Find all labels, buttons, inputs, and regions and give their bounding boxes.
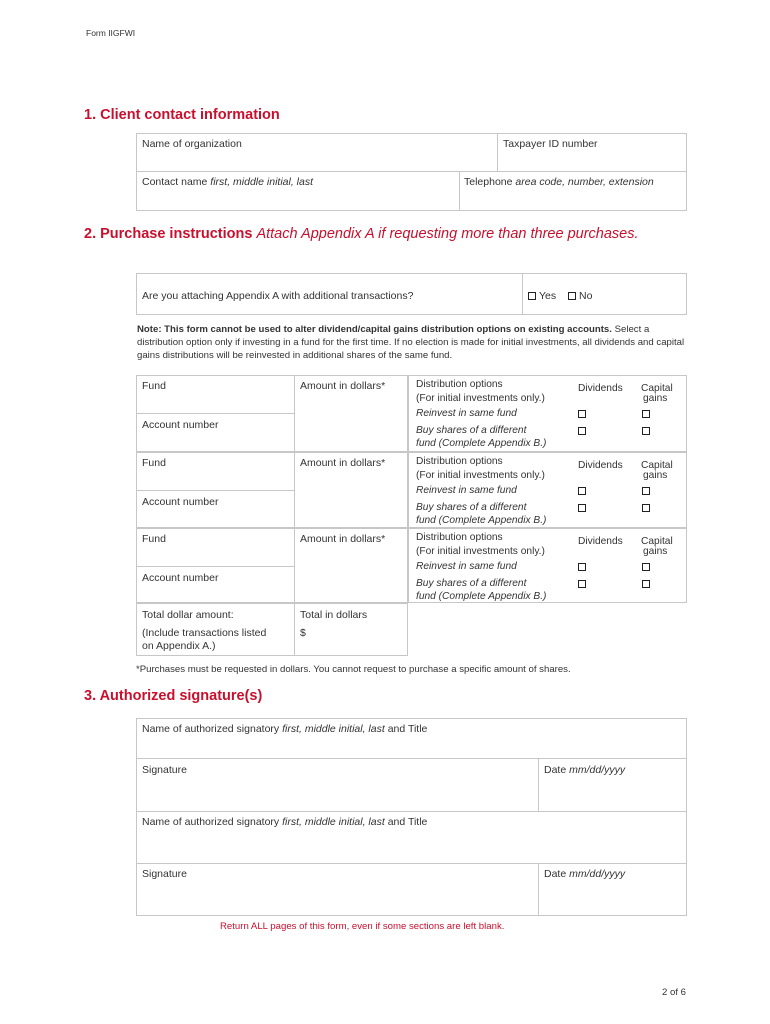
purchase-3-opt-buy-2: fund (Complete Appendix B.) xyxy=(416,591,547,602)
purchase-2-opt-buy-1: Buy shares of a different xyxy=(416,502,527,513)
purchase-1-account-field[interactable]: Account number xyxy=(142,419,219,431)
purchase-2-col-capital: Capital xyxy=(641,460,673,471)
purchase-3-col-capital: Capital xyxy=(641,536,673,547)
purchase-note: Note: This form cannot be used to alter dividend/capital gains distribution options on existing accounts. Select a distribution option only if investing in a fund for the first time. If no election is made for initial investments, all dividends and capital gains distributions will be reinvested in additional shares of the same fund. xyxy=(137,324,685,361)
purchase-3-account-field[interactable]: Account number xyxy=(142,572,219,584)
purchase-3-fund-field[interactable]: Fund xyxy=(142,533,166,545)
signatory-1-name-field[interactable]: Name of authorized signatory first, middle initial, last and Title xyxy=(142,723,428,735)
signatory-1-date-field[interactable]: Date mm/dd/yyyy xyxy=(544,764,626,776)
total-in-dollars-label: Total in dollars xyxy=(300,609,368,621)
total-label: Total dollar amount: xyxy=(142,609,234,621)
purchase-1-opt-reinvest: Reinvest in same fund xyxy=(416,408,517,419)
purchase-1-reinvest-capital-checkbox[interactable] xyxy=(642,410,650,418)
org-name-field[interactable]: Name of organization xyxy=(142,138,242,150)
appendix-yes-label: Yes xyxy=(539,290,557,302)
total-note-1: (Include transactions listed xyxy=(142,627,267,639)
purchase-1-amount-field[interactable]: Amount in dollars* xyxy=(300,380,386,392)
purchase-3-col-gains: gains xyxy=(643,546,668,557)
purchase-1-fund-field[interactable]: Fund xyxy=(142,380,166,392)
purchase-1-buy-capital-checkbox[interactable] xyxy=(642,427,650,435)
signatory-2-date-field[interactable]: Date mm/dd/yyyy xyxy=(544,868,626,880)
total-dollar-field[interactable]: $ xyxy=(300,627,306,639)
purchase-2-opt-reinvest: Reinvest in same fund xyxy=(416,485,517,496)
signatory-1-signature-field[interactable]: Signature xyxy=(142,764,187,776)
purchase-1-dist-title: Distribution options xyxy=(416,379,503,390)
purchase-footnote: *Purchases must be requested in dollars. You cannot request to purchase a specific amount of shares. xyxy=(136,664,571,675)
purchase-1-opt-buy-1: Buy shares of a different xyxy=(416,425,527,436)
purchase-1-reinvest-dividends-checkbox[interactable] xyxy=(578,410,586,418)
appendix-question: Are you attaching Appendix A with additional transactions? xyxy=(142,290,414,302)
purchase-1-dist-sub: (For initial investments only.) xyxy=(416,393,545,404)
section2-title: 2. Purchase instructions Attach Appendix A if requesting more than three purchases. xyxy=(84,226,639,242)
appendix-no-checkbox[interactable] xyxy=(568,292,576,300)
purchase-1-col-capital: Capital xyxy=(641,383,673,394)
section3-title: 3. Authorized signature(s) xyxy=(84,688,263,704)
return-notice: Return ALL pages of this form, even if some sections are left blank. xyxy=(220,921,505,932)
purchase-2-opt-buy-2: fund (Complete Appendix B.) xyxy=(416,515,547,526)
purchase-2-buy-dividends-checkbox[interactable] xyxy=(578,504,586,512)
purchase-1-col-gains: gains xyxy=(643,393,668,404)
purchase-2-dist-title: Distribution options xyxy=(416,456,503,467)
purchase-3-buy-capital-checkbox[interactable] xyxy=(642,580,650,588)
appendix-yes-checkbox[interactable] xyxy=(528,292,536,300)
purchase-2-amount-field[interactable]: Amount in dollars* xyxy=(300,457,386,469)
page-number: 2 of 6 xyxy=(662,987,687,998)
purchase-1-buy-dividends-checkbox[interactable] xyxy=(578,427,586,435)
taxpayer-id-field[interactable]: Taxpayer ID number xyxy=(503,138,598,150)
purchase-3-opt-buy-1: Buy shares of a different xyxy=(416,578,527,589)
purchase-3-reinvest-dividends-checkbox[interactable] xyxy=(578,563,586,571)
section1-title: 1. Client contact information xyxy=(84,107,280,123)
purchase-2-col-gains: gains xyxy=(643,470,668,481)
telephone-field[interactable]: Telephone area code, number, extension xyxy=(464,176,654,188)
purchase-3-reinvest-capital-checkbox[interactable] xyxy=(642,563,650,571)
purchase-1-opt-buy-2: fund (Complete Appendix B.) xyxy=(416,438,547,449)
purchase-3-col-dividends: Dividends xyxy=(578,536,623,547)
purchase-3-opt-reinvest: Reinvest in same fund xyxy=(416,561,517,572)
purchase-3-amount-field[interactable]: Amount in dollars* xyxy=(300,533,386,545)
purchase-3-dist-title: Distribution options xyxy=(416,532,503,543)
signatory-2-signature-field[interactable]: Signature xyxy=(142,868,187,880)
purchase-2-account-field[interactable]: Account number xyxy=(142,496,219,508)
purchase-2-col-dividends: Dividends xyxy=(578,460,623,471)
purchase-1-col-dividends: Dividends xyxy=(578,383,623,394)
purchase-2-dist-sub: (For initial investments only.) xyxy=(416,470,545,481)
total-note-2: on Appendix A.) xyxy=(142,640,216,652)
purchase-2-reinvest-capital-checkbox[interactable] xyxy=(642,487,650,495)
purchase-2-buy-capital-checkbox[interactable] xyxy=(642,504,650,512)
purchase-3-dist-sub: (For initial investments only.) xyxy=(416,546,545,557)
signatory-2-name-field[interactable]: Name of authorized signatory first, middle initial, last and Title xyxy=(142,816,428,828)
appendix-no-label: No xyxy=(579,290,593,302)
purchase-2-fund-field[interactable]: Fund xyxy=(142,457,166,469)
form-id: Form IIGFWI xyxy=(86,28,136,38)
purchase-2-reinvest-dividends-checkbox[interactable] xyxy=(578,487,586,495)
purchase-3-buy-dividends-checkbox[interactable] xyxy=(578,580,586,588)
contact-name-field[interactable]: Contact name first, middle initial, last xyxy=(142,176,313,188)
